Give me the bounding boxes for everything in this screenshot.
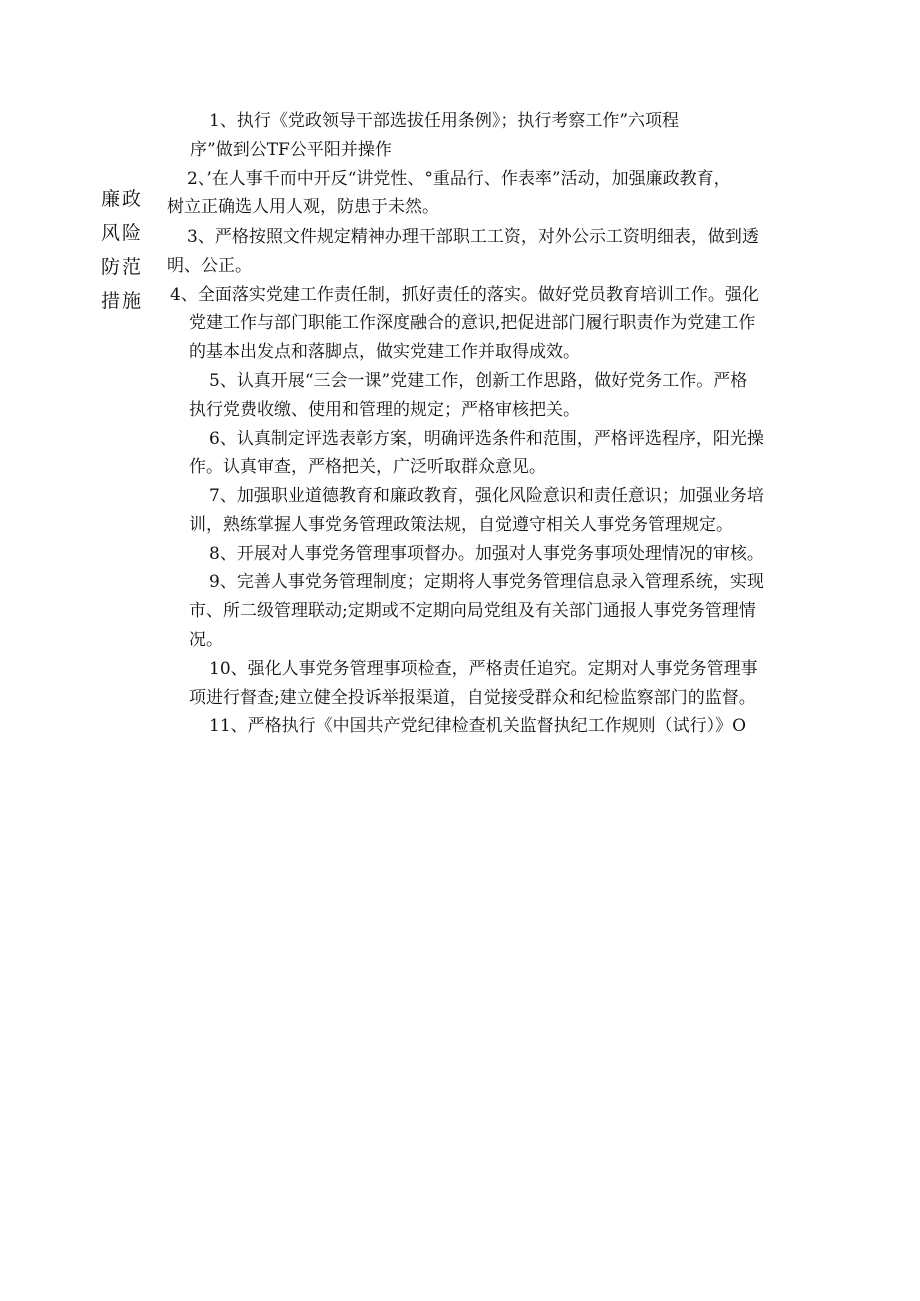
measure-8-line-1: 8、开展对人事党务管理事项督办。加强对人事党务事项处理情况的审核。 <box>209 544 764 564</box>
section-label-line: 防范 <box>101 256 144 278</box>
measure-4-line-1: 4、全面落实党建工作责任制，抓好责任的落实。做好党员教育培训工作。强化 <box>170 285 759 305</box>
measure-10-line-1: 10、强化人事党务管理事项检查，严格责任追究。定期对人事党务管理事 <box>209 659 758 679</box>
measure-2-line-2: 树立正确选人用人观，防患于未然。 <box>167 197 439 217</box>
measure-1-line-1: 1、执行《党政领导干部选拔任用条例》；执行考察工作”六项程 <box>209 111 680 131</box>
measure-2-line-1: 2、’在人事千而中开反“讲党性、°重品行、作表率”活动，加强廉政教育， <box>187 169 731 189</box>
section-label-line: 措施 <box>101 290 144 312</box>
measure-3-line-2: 明、公正。 <box>167 256 252 276</box>
measure-5-line-1: 5、认真开展“三会一课”党建工作，创新工作思路，做好党务工作。严格 <box>209 371 748 391</box>
measure-9-line-3: 况。 <box>189 630 223 650</box>
measure-4-line-2: 党建工作与部门职能工作深度融合的意识,把促进部门履行职责作为党建工作 <box>189 313 756 333</box>
measure-5-line-2: 执行党费收缴、使用和管理的规定；严格审核把关。 <box>189 400 580 420</box>
section-label <box>101 182 159 318</box>
measure-3-line-1: 3、严格按照文件规定精神办理干部职工工资，对外公示工资明细表，做到透 <box>187 227 759 247</box>
measure-7-line-1: 7、加强职业道德教育和廉政教育，强化风险意识和责任意识；加强业务培 <box>209 486 764 506</box>
measure-6-line-2: 作。认真审查，严格把关，广泛听取群众意见。 <box>189 457 546 477</box>
measure-7-line-2: 训，熟练掌握人事党务管理政策法规，自觉遵守相关人事党务管理规定。 <box>189 515 733 535</box>
measure-6-line-1: 6、认真制定评选表彰方案，明确评选条件和范围，严格评选程序，阳光操 <box>209 429 764 449</box>
section-label-line: 风险 <box>101 222 144 244</box>
measure-11-line-1: 11、严格执行《中国共产党纪律检查机关监督执纪工作规则（试行）》O <box>209 716 747 736</box>
section-label-line: 廉政 <box>101 188 144 210</box>
measure-10-line-2: 项进行督查;建立健全投诉举报渠道，自觉接受群众和纪检监察部门的监督。 <box>189 688 756 708</box>
measure-1-line-2: 序”做到公TF公平阳并操作 <box>190 140 392 160</box>
measure-9-line-1: 9、完善人事党务管理制度；定期将人事党务管理信息录入管理系统，实现 <box>209 572 764 592</box>
measure-4-line-3: 的基本出发点和落脚点，做实党建工作并取得成效。 <box>189 342 580 362</box>
measure-9-line-2: 市、所二级管理联动;定期或不定期向局党组及有关部门通报人事党务管理情 <box>189 601 756 621</box>
